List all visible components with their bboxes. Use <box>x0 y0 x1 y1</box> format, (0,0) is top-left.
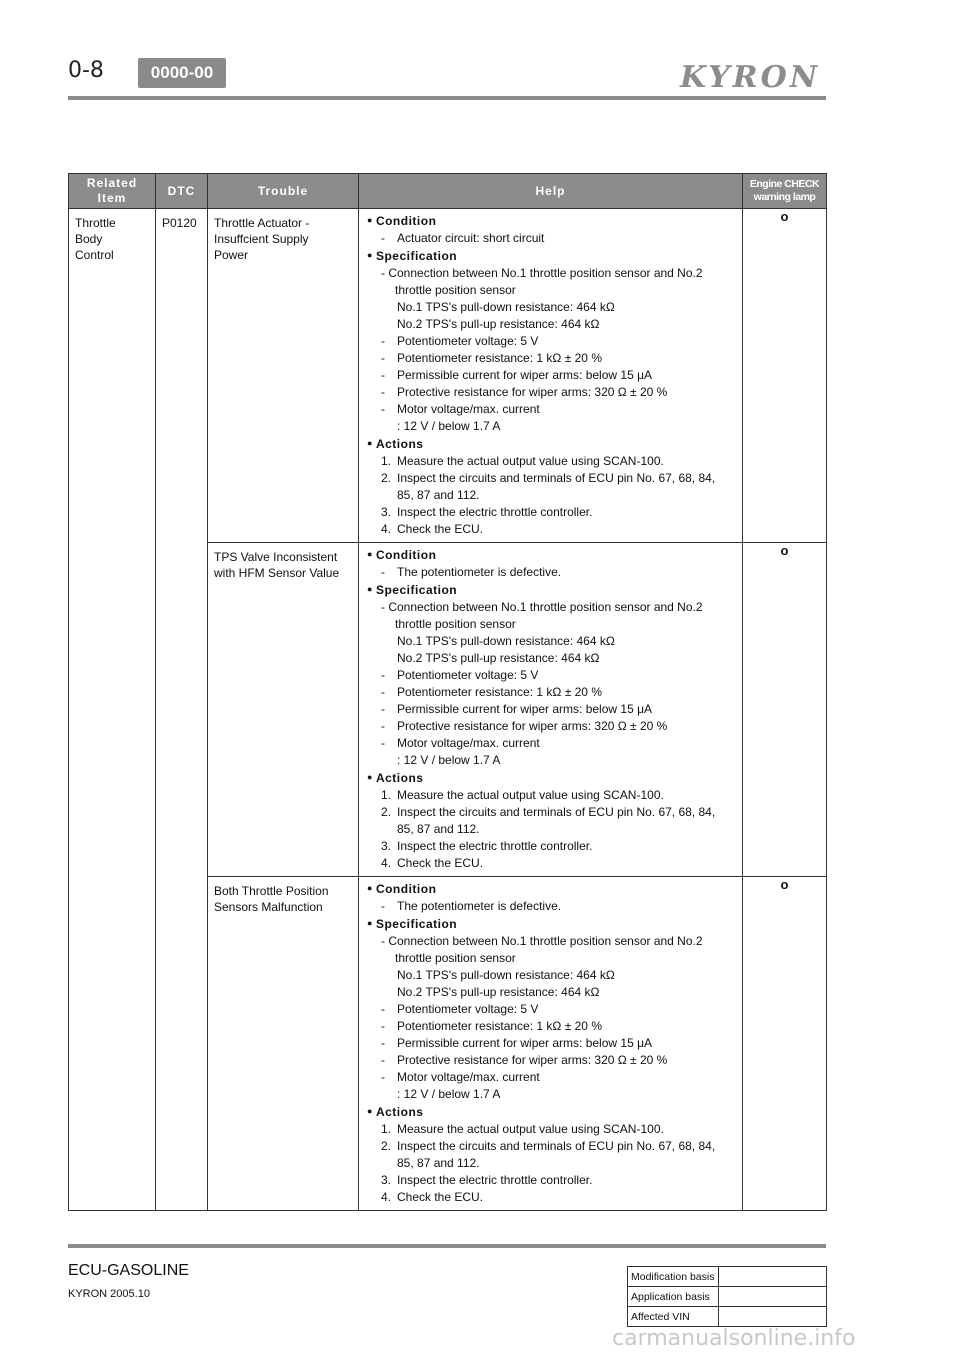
spec-item-content: Protective resistance for wiper arms: 320 Ω ± 20 % <box>397 385 668 399</box>
actions-label: Actions <box>375 1105 424 1119</box>
help-cell <box>359 209 743 543</box>
bullet-icon: ● <box>367 1106 373 1116</box>
action-step-content: Check the ECU. <box>397 1190 484 1204</box>
action-step-content: Measure the actual output value using SCAN-100. <box>397 1122 664 1136</box>
bullet-icon: ● <box>367 883 373 893</box>
trouble-text: Both Throttle Position Sensors Malfunction <box>214 884 329 914</box>
action-step-content: Inspect the circuits and terminals of ECU pin No. 67, 68, 84, <box>397 1139 716 1153</box>
spec-item-text <box>397 1069 736 1103</box>
header-divider <box>68 96 826 100</box>
spec-connection-content: - Connection between No.1 throttle position sensor and No.2 <box>381 934 703 948</box>
line-marker: - <box>381 668 385 682</box>
action-step-text <box>397 838 736 855</box>
spec-item <box>367 1069 736 1103</box>
action-step <box>367 1138 736 1172</box>
brand-logo: KYRON <box>680 60 821 95</box>
spec-item-content: Motor voltage/max. current <box>397 1070 540 1084</box>
action-step-text <box>397 1172 736 1189</box>
line-marker: - <box>381 385 385 399</box>
action-step <box>367 855 736 872</box>
spec-sub-item-content: No.1 TPS's pull-down resistance: 464 kΩ <box>397 300 615 314</box>
condition-item-content: The potentiometer is defective. <box>397 899 562 913</box>
line-marker: - <box>381 351 385 365</box>
bullet-icon: ● <box>367 438 373 448</box>
application-basis-value <box>719 1287 827 1307</box>
spec-item-text <box>397 684 736 701</box>
line-marker: 2. <box>381 1139 392 1153</box>
action-step-content: Measure the actual output value using SCAN-100. <box>397 454 664 468</box>
line-marker: - <box>381 1070 385 1084</box>
table-row <box>628 1287 827 1307</box>
spec-item <box>367 333 736 350</box>
condition-item-text <box>397 230 736 247</box>
action-step <box>367 1189 736 1206</box>
trouble-cell <box>208 877 359 1211</box>
affected-vin-value <box>719 1307 827 1327</box>
spec-item-content: Motor voltage/max. current <box>397 736 540 750</box>
spec-item-content: Potentiometer voltage: 5 V <box>397 668 539 682</box>
action-step <box>367 470 736 504</box>
action-step-content: Inspect the circuits and terminals of ECU pin No. 67, 68, 84, <box>397 471 716 485</box>
line-marker: - <box>381 899 385 913</box>
spec-sub-item-content: No.1 TPS's pull-down resistance: 464 kΩ <box>397 968 615 982</box>
bullet-icon: ● <box>367 215 373 225</box>
header-related-item: Related Item <box>69 174 156 209</box>
line-marker: 1. <box>381 788 392 802</box>
spec-sub-item-content: No.2 TPS's pull-up resistance: 464 kΩ <box>397 985 600 999</box>
action-step-content: Measure the actual output value using SCAN-100. <box>397 788 664 802</box>
action-step <box>367 787 736 804</box>
spec-sub-item <box>367 299 736 316</box>
help-cell <box>359 877 743 1211</box>
table-row <box>628 1307 827 1327</box>
action-step-content: Inspect the electric throttle controller. <box>397 1173 593 1187</box>
header-warning-lamp: Engine CHECK warning lamp <box>743 174 827 209</box>
page-number: 0-8 <box>68 58 104 83</box>
spec-item-text <box>397 333 736 350</box>
condition-label: Condition <box>375 882 437 896</box>
line-marker: - <box>381 1019 385 1033</box>
specification-title <box>367 581 736 599</box>
related-item-cell <box>69 209 156 1211</box>
spec-item-continuation: : 12 V / below 1.7 A <box>397 419 501 433</box>
bullet-icon: ● <box>367 772 373 782</box>
line-marker: - <box>381 736 385 750</box>
line-marker: 4. <box>381 1190 392 1204</box>
line-marker: - <box>381 1002 385 1016</box>
spec-sub-item-text <box>397 967 736 984</box>
trouble-text: Throttle Actuator - Insuffcient Supply Power <box>214 216 310 262</box>
line-marker: 1. <box>381 1122 392 1136</box>
affected-vin-label: Affected VIN <box>628 1307 719 1327</box>
line-marker: - <box>381 334 385 348</box>
actions-title <box>367 435 736 453</box>
footer-title: ECU-GASOLINE <box>68 1262 189 1279</box>
action-step-continuation: 85, 87 and 112. <box>397 822 480 836</box>
bullet-icon: ● <box>367 250 373 260</box>
condition-item-content: The potentiometer is defective. <box>397 565 562 579</box>
help-content <box>359 209 742 542</box>
spec-item-content: Permissible current for wiper arms: below 15 μA <box>397 1036 652 1050</box>
help-cell <box>359 543 743 877</box>
spec-item-text <box>397 367 736 384</box>
spec-sub-item-content: No.2 TPS's pull-up resistance: 464 kΩ <box>397 651 600 665</box>
warning-lamp-cell: o <box>743 543 827 877</box>
condition-item <box>367 898 736 915</box>
action-step <box>367 521 736 538</box>
modification-basis-value <box>719 1267 827 1287</box>
action-step-content: Check the ECU. <box>397 856 484 870</box>
line-marker: 1. <box>381 454 392 468</box>
action-step-text <box>397 855 736 872</box>
action-step <box>367 838 736 855</box>
spec-connection <box>367 599 736 633</box>
spec-connection-text <box>381 933 736 967</box>
actions-label: Actions <box>375 771 424 785</box>
action-step-text <box>397 521 736 538</box>
line-marker <box>381 650 397 667</box>
help-content <box>359 877 742 1210</box>
action-step-text <box>397 470 736 504</box>
specification-title <box>367 915 736 933</box>
spec-connection-continuation: throttle position sensor <box>395 617 516 631</box>
line-marker <box>381 633 397 650</box>
action-step-content: Inspect the electric throttle controller. <box>397 839 593 853</box>
related-item-text: Throttle Body Control <box>75 216 116 262</box>
help-content <box>359 543 742 876</box>
spec-connection <box>367 933 736 967</box>
application-basis-label: Application basis <box>628 1287 719 1307</box>
dtc-table <box>68 173 827 1211</box>
spec-item <box>367 1018 736 1035</box>
specification-label: Specification <box>375 917 458 931</box>
line-marker: 3. <box>381 839 392 853</box>
spec-item <box>367 684 736 701</box>
condition-item-text <box>397 898 736 915</box>
spec-connection-content: - Connection between No.1 throttle position sensor and No.2 <box>381 266 703 280</box>
actions-label: Actions <box>375 437 424 451</box>
specification-label: Specification <box>375 249 458 263</box>
spec-sub-item <box>367 984 736 1001</box>
action-step-text <box>397 787 736 804</box>
spec-sub-item-text <box>397 316 736 333</box>
spec-item-text <box>397 401 736 435</box>
spec-item <box>367 1052 736 1069</box>
table-row <box>69 209 827 543</box>
spec-sub-item <box>367 967 736 984</box>
spec-item <box>367 401 736 435</box>
spec-item <box>367 367 736 384</box>
condition-item <box>367 564 736 581</box>
spec-item <box>367 667 736 684</box>
line-marker: - <box>381 1053 385 1067</box>
spec-item-text <box>397 384 736 401</box>
trouble-cell <box>208 209 359 543</box>
condition-title <box>367 546 736 564</box>
spec-item-content: Permissible current for wiper arms: below 15 μA <box>397 702 652 716</box>
spec-connection-text <box>381 599 736 633</box>
spec-connection-continuation: throttle position sensor <box>395 951 516 965</box>
trouble-text: TPS Valve Inconsistent with HFM Sensor Value <box>214 550 340 580</box>
spec-item-content: Protective resistance for wiper arms: 320 Ω ± 20 % <box>397 1053 668 1067</box>
spec-item <box>367 384 736 401</box>
header-trouble: Trouble <box>208 174 359 209</box>
line-marker <box>381 299 397 316</box>
dtc-code: P0120 <box>162 216 197 230</box>
spec-sub-item-text <box>397 650 736 667</box>
spec-item-text <box>397 350 736 367</box>
spec-sub-item <box>367 650 736 667</box>
condition-title <box>367 880 736 898</box>
bullet-icon: ● <box>367 918 373 928</box>
condition-title <box>367 212 736 230</box>
actions-title <box>367 1103 736 1121</box>
spec-item <box>367 350 736 367</box>
spec-connection <box>367 265 736 299</box>
line-marker: - <box>381 565 385 579</box>
line-marker: 3. <box>381 1173 392 1187</box>
spec-connection-content: - Connection between No.1 throttle position sensor and No.2 <box>381 600 703 614</box>
line-marker: - <box>381 702 385 716</box>
spec-sub-item-text <box>397 984 736 1001</box>
bullet-icon: ● <box>367 549 373 559</box>
table-header-row <box>69 174 827 209</box>
spec-item-text <box>397 667 736 684</box>
action-step-content: Inspect the electric throttle controller. <box>397 505 593 519</box>
condition-item-content: Actuator circuit: short circuit <box>397 231 545 245</box>
specification-label: Specification <box>375 583 458 597</box>
spec-item-content: Motor voltage/max. current <box>397 402 540 416</box>
line-marker: - <box>381 231 385 245</box>
warning-lamp-cell: o <box>743 877 827 1211</box>
spec-sub-item <box>367 316 736 333</box>
footer-divider <box>68 1244 826 1248</box>
spec-connection-text <box>381 265 736 299</box>
action-step <box>367 1121 736 1138</box>
line-marker <box>381 316 397 333</box>
header-help: Help <box>359 174 743 209</box>
trouble-cell <box>208 543 359 877</box>
specification-title <box>367 247 736 265</box>
spec-item <box>367 718 736 735</box>
line-marker: 2. <box>381 471 392 485</box>
spec-item-content: Potentiometer resistance: 1 kΩ ± 20 % <box>397 351 602 365</box>
spec-item-continuation: : 12 V / below 1.7 A <box>397 753 501 767</box>
section-code-badge: 0000-00 <box>138 58 226 88</box>
table-row <box>628 1267 827 1287</box>
modification-basis-label: Modification basis <box>628 1267 719 1287</box>
line-marker: 4. <box>381 522 392 536</box>
spec-sub-item-text <box>397 299 736 316</box>
spec-sub-item-content: No.1 TPS's pull-down resistance: 464 kΩ <box>397 634 615 648</box>
action-step-continuation: 85, 87 and 112. <box>397 488 480 502</box>
condition-label: Condition <box>375 548 437 562</box>
spec-item-text <box>397 1001 736 1018</box>
action-step-text <box>397 1189 736 1206</box>
spec-item <box>367 735 736 769</box>
action-step <box>367 1172 736 1189</box>
actions-title <box>367 769 736 787</box>
spec-item-content: Permissible current for wiper arms: below 15 μA <box>397 368 652 382</box>
action-step-text <box>397 804 736 838</box>
condition-item <box>367 230 736 247</box>
spec-sub-item <box>367 633 736 650</box>
spec-item-text <box>397 1052 736 1069</box>
action-step-text <box>397 1138 736 1172</box>
line-marker <box>381 967 397 984</box>
line-marker: - <box>381 685 385 699</box>
action-step-text <box>397 504 736 521</box>
action-step <box>367 804 736 838</box>
line-marker: 4. <box>381 856 392 870</box>
action-step-content: Inspect the circuits and terminals of ECU pin No. 67, 68, 84, <box>397 805 716 819</box>
spec-item <box>367 1001 736 1018</box>
spec-item-text <box>397 718 736 735</box>
action-step <box>367 453 736 470</box>
line-marker: - <box>381 402 385 416</box>
spec-item-content: Protective resistance for wiper arms: 320 Ω ± 20 % <box>397 719 668 733</box>
footer-subtitle: KYRON 2005.10 <box>68 1288 150 1300</box>
line-marker: - <box>381 719 385 733</box>
spec-item-text <box>397 1035 736 1052</box>
spec-sub-item-content: No.2 TPS's pull-up resistance: 464 kΩ <box>397 317 600 331</box>
spec-item-content: Potentiometer voltage: 5 V <box>397 334 539 348</box>
spec-item <box>367 701 736 718</box>
header-dtc: DTC <box>156 174 208 209</box>
condition-item-text <box>397 564 736 581</box>
condition-label: Condition <box>375 214 437 228</box>
spec-sub-item-text <box>397 633 736 650</box>
spec-item-content: Potentiometer resistance: 1 kΩ ± 20 % <box>397 1019 602 1033</box>
dtc-cell <box>156 209 208 1211</box>
spec-item-content: Potentiometer resistance: 1 kΩ ± 20 % <box>397 685 602 699</box>
line-marker: - <box>381 1036 385 1050</box>
spec-item-text <box>397 1018 736 1035</box>
action-step-content: Check the ECU. <box>397 522 484 536</box>
spec-item-text <box>397 701 736 718</box>
warning-lamp-cell: o <box>743 209 827 543</box>
spec-item-continuation: : 12 V / below 1.7 A <box>397 1087 501 1101</box>
action-step-text <box>397 1121 736 1138</box>
line-marker: 2. <box>381 805 392 819</box>
spec-connection-continuation: throttle position sensor <box>395 283 516 297</box>
spec-item <box>367 1035 736 1052</box>
action-step-continuation: 85, 87 and 112. <box>397 1156 480 1170</box>
spec-item-text <box>397 735 736 769</box>
action-step <box>367 504 736 521</box>
line-marker: - <box>381 368 385 382</box>
spec-item-content: Potentiometer voltage: 5 V <box>397 1002 539 1016</box>
watermark: carmanualsonline.info <box>612 1326 856 1351</box>
modification-table <box>627 1266 827 1327</box>
line-marker <box>381 984 397 1001</box>
action-step-text <box>397 453 736 470</box>
bullet-icon: ● <box>367 584 373 594</box>
line-marker: 3. <box>381 505 392 519</box>
